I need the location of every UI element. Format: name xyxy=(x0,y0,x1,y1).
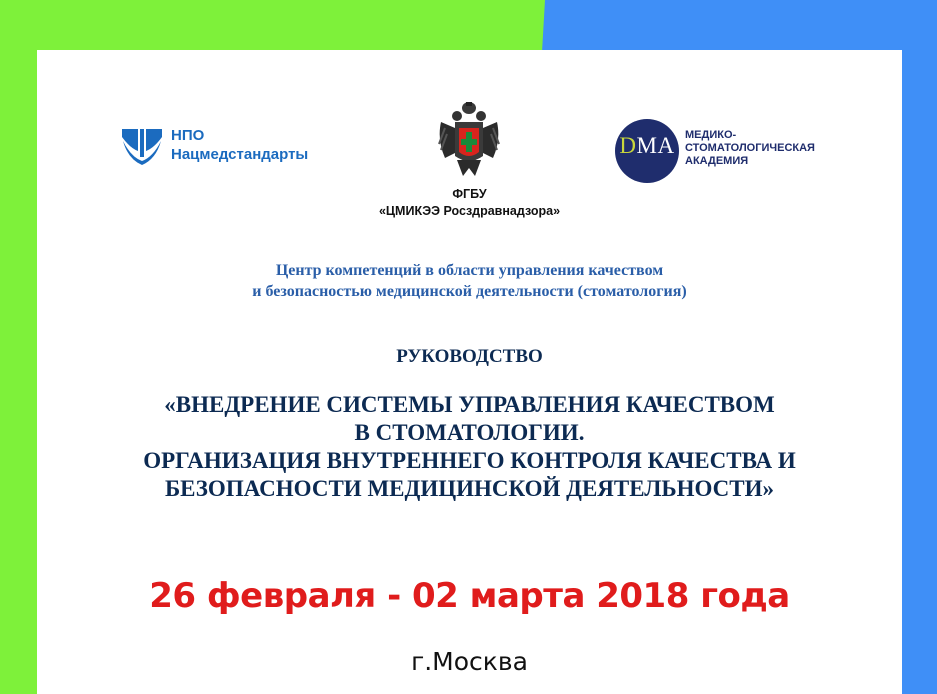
event-city: г.Москва xyxy=(411,647,528,676)
guide-heading: РУКОВОДСТВО xyxy=(396,346,543,367)
guide-title-line1: «ВНЕДРЕНИЕ СИСТЕМЫ УПРАВЛЕНИЯ КАЧЕСТВОМ xyxy=(164,392,775,417)
npo-logo-text xyxy=(171,126,308,164)
competence-center-subtitle xyxy=(37,260,902,302)
dma-logo-line3: АКАДЕМИЯ xyxy=(685,155,749,167)
npo-logo-icon xyxy=(119,121,165,167)
npo-logo-line1: НПО xyxy=(171,127,205,144)
event-dates: 26 февраля - 02 марта 2018 года xyxy=(149,576,790,616)
dma-academy-logo-icon xyxy=(615,119,679,183)
fgbu-caption xyxy=(337,186,602,220)
npo-logo-line2: Нацмедстандарты xyxy=(171,146,309,163)
fgbu-caption-line1: ФГБУ xyxy=(452,187,487,201)
guide-title xyxy=(37,391,902,503)
fgbu-caption-line2: «ЦМИКЭЭ Росздравнадзора» xyxy=(378,204,561,218)
guide-title-line2: В СТОМАТОЛОГИИ. xyxy=(354,420,585,445)
document-page xyxy=(37,50,902,694)
dma-logo-line2: СТОМАТОЛОГИЧЕСКАЯ xyxy=(685,142,815,154)
russian-eagle-emblem-icon xyxy=(435,100,503,180)
dma-logo-text xyxy=(685,129,815,168)
guide-title-line4: БЕЗОПАСНОСТИ МЕДИЦИНСКОЙ ДЕЯТЕЛЬНОСТИ» xyxy=(164,476,775,501)
dma-logo-line1: МЕДИКО- xyxy=(685,129,737,141)
dma-logo-letters: DMA xyxy=(619,133,675,158)
guide-title-line3: ОРГАНИЗАЦИЯ ВНУТРЕННЕГО КОНТРОЛЯ КАЧЕСТВА И xyxy=(143,448,796,473)
competence-line1: Центр компетенций в области управления качеством xyxy=(275,262,664,279)
competence-line2: и безопасностью медицинской деятельности (стоматология) xyxy=(252,283,687,300)
